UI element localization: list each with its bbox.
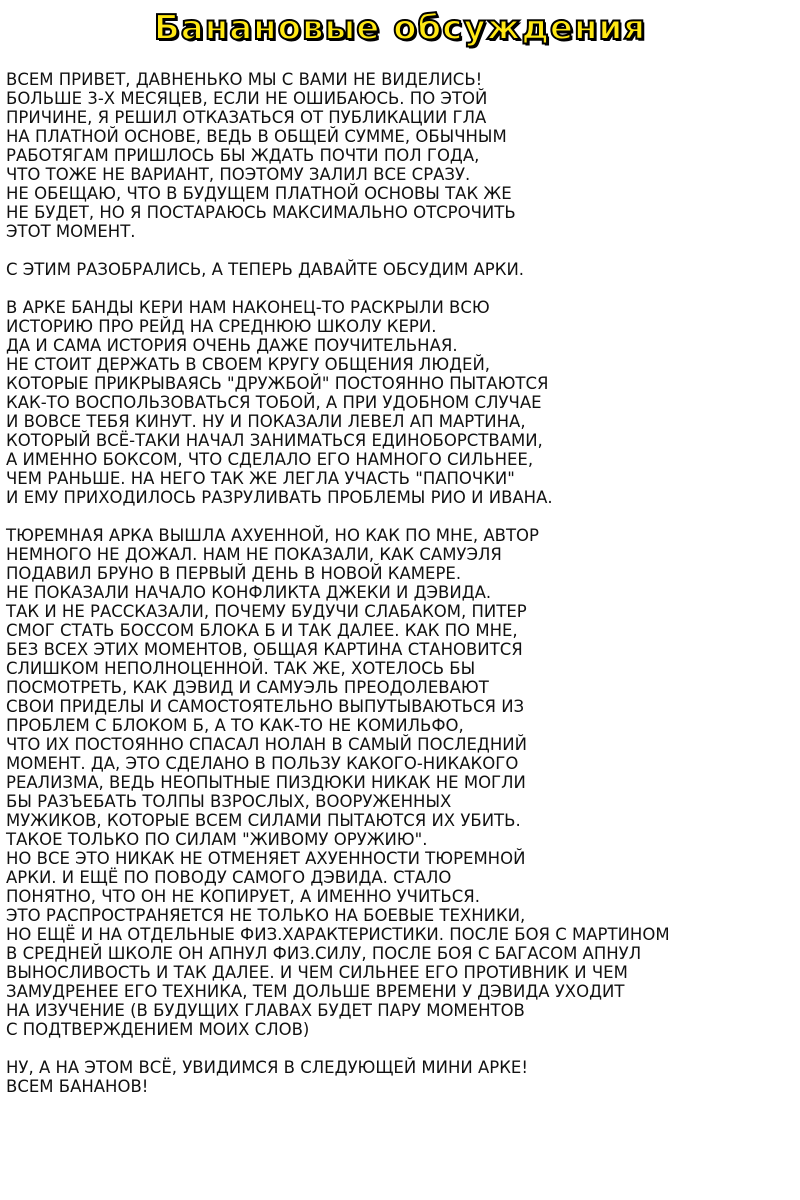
- text-line: КОТОРЫЕ ПРИКРЫВАЯСЬ "ДРУЖБОЙ" ПОСТОЯННО ПЫТАЮТСЯ: [6, 374, 549, 393]
- text-line: И ВОВСЕ ТЕБЯ КИНУТ. НУ И ПОКАЗАЛИ ЛЕВЕЛ АП МАРТИНА,: [6, 412, 526, 431]
- text-line: ПРИЧИНЕ, Я РЕШИЛ ОТКАЗАТЬСЯ ОТ ПУБЛИКАЦИИ ГЛА: [6, 108, 487, 127]
- text-line: ПРОБЛЕМ С БЛОКОМ Б, А ТО КАК-ТО НЕ КОМИЛЬФО,: [6, 716, 464, 735]
- header: [0, 0, 800, 60]
- text-line: ЭТОТ МОМЕНТ.: [6, 222, 136, 241]
- text-line: В СРЕДНЕЙ ШКОЛЕ ОН АПНУЛ ФИЗ.СИЛУ, ПОСЛЕ БОЯ С БАГАСОМ АПНУЛ: [6, 944, 642, 963]
- text-line: БЕЗ ВСЕХ ЭТИХ МОМЕНТОВ, ОБЩАЯ КАРТИНА СТАНОВИТСЯ: [6, 640, 523, 659]
- text-line: НА ИЗУЧЕНИЕ (В БУДУЩИХ ГЛАВАХ БУДЕТ ПАРУ МОМЕНТОВ: [6, 1001, 525, 1020]
- text-line: ЧТО ТОЖЕ НЕ ВАРИАНТ, ПОЭТОМУ ЗАЛИЛ ВСЕ СРАЗУ.: [6, 165, 471, 184]
- text-line: НО ЕЩЁ И НА ОТДЕЛЬНЫЕ ФИЗ.ХАРАКТЕРИСТИКИ. ПОСЛЕ БОЯ С МАРТИНОМ: [6, 925, 670, 944]
- text-line: ТАКОЕ ТОЛЬКО ПО СИЛАМ "ЖИВОМУ ОРУЖИЮ".: [6, 830, 428, 849]
- text-line: ЧЕМ РАНЬШЕ. НА НЕГО ТАК ЖЕ ЛЕГЛА УЧАСТЬ "ПАПОЧКИ": [6, 469, 515, 488]
- text-line: ВЫНОСЛИВОСТЬ И ТАК ДАЛЕЕ. И ЧЕМ СИЛЬНЕЕ ЕГО ПРОТИВНИК И ЧЕМ: [6, 963, 628, 982]
- text-line: И ЕМУ ПРИХОДИЛОСЬ РАЗРУЛИВАТЬ ПРОБЛЕМЫ РИО И ИВАНА.: [6, 488, 553, 507]
- text-line: РЕАЛИЗМА, ВЕДЬ НЕОПЫТНЫЕ ПИЗДЮКИ НИКАК НЕ МОГЛИ: [6, 773, 526, 792]
- text-line: БЫ РАЗЪЕБАТЬ ТОЛПЫ ВЗРОСЛЫХ, ВООРУЖЕННЫХ: [6, 792, 452, 811]
- text-line: БОЛЬШЕ 3-Х МЕСЯЦЕВ, ЕСЛИ НЕ ОШИБАЮСЬ. ПО ЭТОЙ: [6, 89, 488, 108]
- text-line: ВСЕМ БАНАНОВ!: [6, 1077, 149, 1096]
- text-line: ИСТОРИЮ ПРО РЕЙД НА СРЕДНЮЮ ШКОЛУ КЕРИ.: [6, 317, 437, 336]
- text-line: ПОНЯТНО, ЧТО ОН НЕ КОПИРУЕТ, А ИМЕННО УЧИТЬСЯ.: [6, 887, 480, 906]
- paragraph: [6, 70, 794, 241]
- text-line: А ИМЕННО БОКСОМ, ЧТО СДЕЛАЛО ЕГО НАМНОГО СИЛЬНЕЕ,: [6, 450, 534, 469]
- text-line: ЭТО РАСПРОСТРАНЯЕТСЯ НЕ ТОЛЬКО НА БОЕВЫЕ ТЕХНИКИ,: [6, 906, 526, 925]
- text-line: НЕ СТОИТ ДЕРЖАТЬ В СВОЕМ КРУГУ ОБЩЕНИЯ ЛЮДЕЙ,: [6, 355, 491, 374]
- text-line: ВСЕМ ПРИВЕТ, ДАВНЕНЬКО МЫ С ВАМИ НЕ ВИДЕЛИСЬ!: [6, 70, 483, 89]
- paragraph: [6, 298, 794, 507]
- text-line: ЧТО ИХ ПОСТОЯННО СПАСАЛ НОЛАН В САМЫЙ ПОСЛЕДНИЙ: [6, 735, 527, 754]
- text-line: КОТОРЫЙ ВСЁ-ТАКИ НАЧАЛ ЗАНИМАТЬСЯ ЕДИНОБОРСТВАМИ,: [6, 431, 543, 450]
- paragraph: [6, 526, 794, 1039]
- text-line: ЗАМУДРЕНЕЕ ЕГО ТЕХНИКА, ТЕМ ДОЛЬШЕ ВРЕМЕНИ У ДЭВИДА УХОДИТ: [6, 982, 625, 1001]
- text-line: ДА И САМА ИСТОРИЯ ОЧЕНЬ ДАЖЕ ПОУЧИТЕЛЬНАЯ.: [6, 336, 458, 355]
- text-line: ПОДАВИЛ БРУНО В ПЕРВЫЙ ДЕНЬ В НОВОЙ КАМЕРЕ.: [6, 564, 462, 583]
- text-line: НЕМНОГО НЕ ДОЖАЛ. НАМ НЕ ПОКАЗАЛИ, КАК САМУЭЛЯ: [6, 545, 502, 564]
- text-line: С ЭТИМ РАЗОБРАЛИСЬ, А ТЕПЕРЬ ДАВАЙТЕ ОБСУДИМ АРКИ.: [6, 260, 525, 279]
- text-line: ПОСМОТРЕТЬ, КАК ДЭВИД И САМУЭЛЬ ПРЕОДОЛЕВАЮТ: [6, 678, 489, 697]
- text-line: НА ПЛАТНОЙ ОСНОВЕ, ВЕДЬ В ОБЩЕЙ СУММЕ, ОБЫЧНЫМ: [6, 127, 507, 146]
- text-line: НЕ ПОКАЗАЛИ НАЧАЛО КОНФЛИКТА ДЖЕКИ И ДЭВИДА.: [6, 583, 492, 602]
- text-line: НО ВСЕ ЭТО НИКАК НЕ ОТМЕНЯЕТ АХУЕННОСТИ ТЮРЕМНОЙ: [6, 849, 526, 868]
- text-line: ТЮРЕМНАЯ АРКА ВЫШЛА АХУЕННОЙ, НО КАК ПО МНЕ, АВТОР: [6, 526, 539, 545]
- text-line: РАБОТЯГАМ ПРИШЛОСЬ БЫ ЖДАТЬ ПОЧТИ ПОЛ ГОДА,: [6, 146, 480, 165]
- text-line: АРКИ. И ЕЩЁ ПО ПОВОДУ САМОГО ДЭВИДА. СТАЛО: [6, 868, 452, 887]
- paragraph: [6, 260, 794, 279]
- text-line: ТАК И НЕ РАССКАЗАЛИ, ПОЧЕМУ БУДУЧИ СЛАБАКОМ, ПИТЕР: [6, 602, 527, 621]
- text-line: СЛИШКОМ НЕПОЛНОЦЕННОЙ. ТАК ЖЕ, ХОТЕЛОСЬ БЫ: [6, 659, 476, 678]
- page-title: Банановые обсуждения: [138, 6, 662, 50]
- text-line: НЕ ОБЕЩАЮ, ЧТО В БУДУЩЕМ ПЛАТНОЙ ОСНОВЫ ТАК ЖЕ: [6, 184, 512, 203]
- text-line: НЕ БУДЕТ, НО Я ПОСТАРАЮСЬ МАКСИМАЛЬНО ОТСРОЧИТЬ: [6, 203, 516, 222]
- text-line: В АРКЕ БАНДЫ КЕРИ НАМ НАКОНЕЦ-ТО РАСКРЫЛИ ВСЮ: [6, 298, 490, 317]
- text-line: СМОГ СТАТЬ БОССОМ БЛОКА Б И ТАК ДАЛЕЕ. КАК ПО МНЕ,: [6, 621, 518, 640]
- article-body: [6, 70, 794, 1115]
- paragraph: [6, 1058, 794, 1096]
- text-line: МОМЕНТ. ДА, ЭТО СДЕЛАНО В ПОЛЬЗУ КАКОГО-НИКАКОГО: [6, 754, 519, 773]
- text-line: СВОИ ПРИДЕЛЫ И САМОСТОЯТЕЛЬНО ВЫПУТЫВАЮТЬСЯ ИЗ: [6, 697, 525, 716]
- text-line: НУ, А НА ЭТОМ ВСЁ, УВИДИМСЯ В СЛЕДУЮЩЕЙ МИНИ АРКЕ!: [6, 1058, 528, 1077]
- text-line: С ПОДТВЕРЖДЕНИЕМ МОИХ СЛОВ): [6, 1020, 310, 1039]
- text-line: КАК-ТО ВОСПОЛЬЗОВАТЬСЯ ТОБОЙ, А ПРИ УДОБНОМ СЛУЧАЕ: [6, 393, 542, 412]
- text-line: МУЖИКОВ, КОТОРЫЕ ВСЕМ СИЛАМИ ПЫТАЮТСЯ ИХ УБИТЬ.: [6, 811, 521, 830]
